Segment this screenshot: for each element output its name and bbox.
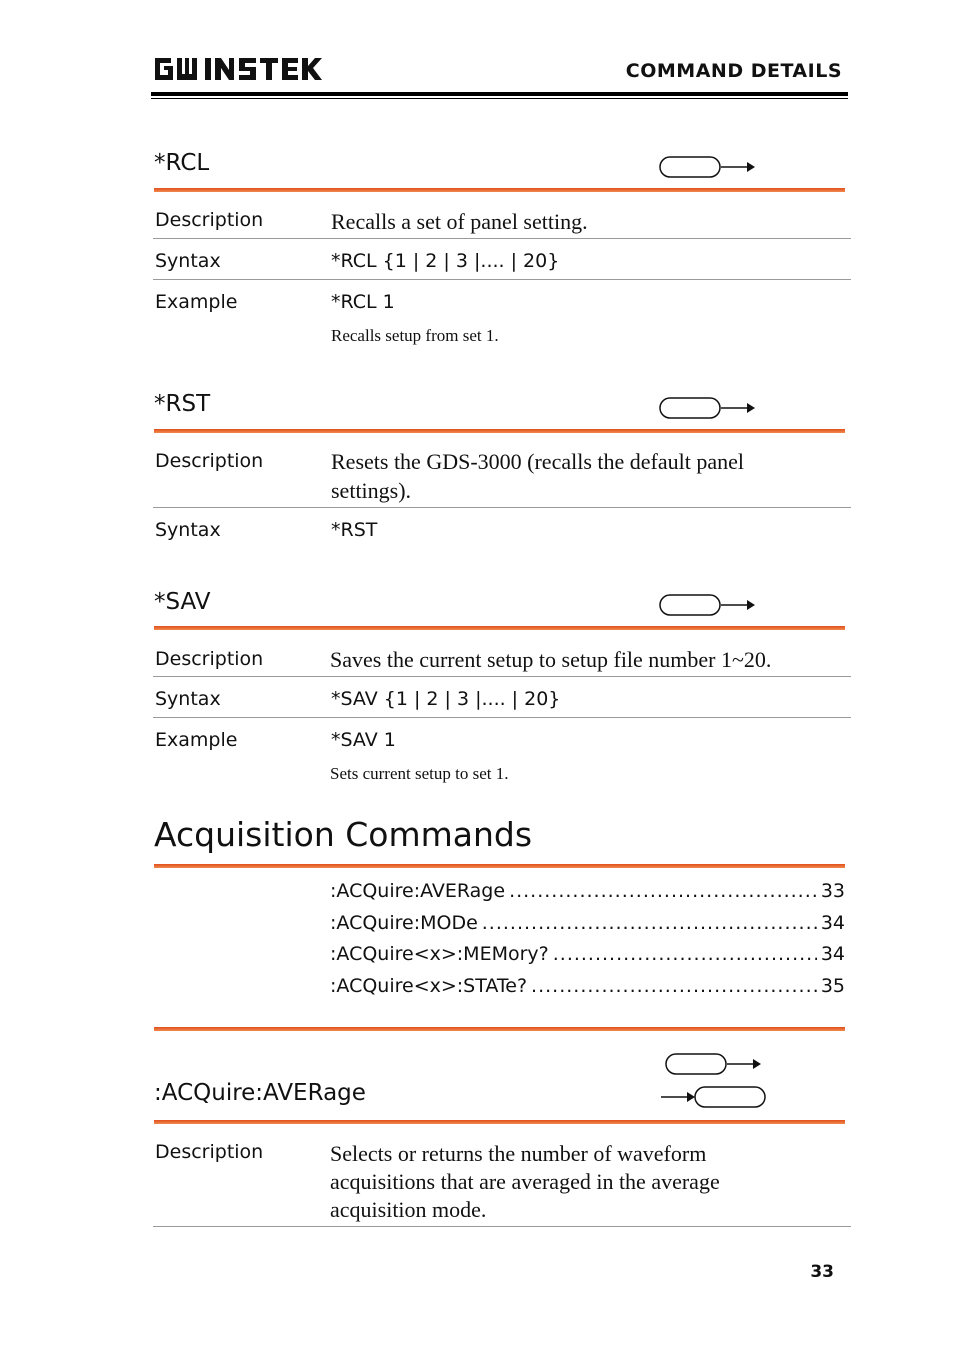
page-number: 33: [810, 1262, 834, 1282]
toc-leader-dots: [482, 912, 817, 934]
gw-instek-logo: [153, 54, 323, 84]
set-command-icon: [659, 155, 759, 183]
toc-entry[interactable]: [330, 912, 845, 934]
toc-entry-label: :ACQuire<x>:STATe?: [330, 975, 528, 997]
section-rule: [154, 1120, 845, 1124]
toc-leader-dots: [531, 975, 817, 997]
set-command-icon: [659, 396, 759, 424]
section-header-title: COMMAND DETAILS: [625, 60, 842, 82]
row-label-description: Description: [155, 209, 264, 231]
section-rule: [154, 429, 845, 433]
row-value-description-line2: acquisitions that are averaged in the average: [330, 1169, 720, 1194]
row-divider: [153, 279, 851, 280]
row-divider: [153, 717, 851, 718]
row-value-syntax: *RST: [331, 519, 378, 541]
toc-entry[interactable]: [330, 943, 845, 965]
toc-entry-label: :ACQuire<x>:MEMory?: [330, 943, 549, 965]
row-label-description: Description: [155, 450, 264, 472]
command-heading-sav: *SAV: [154, 589, 211, 615]
command-heading-acquire-average: :ACQuire:AVERage: [154, 1080, 366, 1106]
row-value-example: *SAV 1: [331, 729, 396, 751]
command-heading-rcl: *RCL: [154, 150, 210, 176]
row-value-syntax: *RCL {1 | 2 | 3 |.... | 20}: [331, 250, 560, 272]
header-rule-thin: [151, 98, 848, 99]
section-rule: [154, 188, 845, 192]
row-label-syntax: Syntax: [155, 250, 221, 272]
row-divider: [153, 238, 851, 239]
toc-entry-page: 33: [820, 880, 845, 902]
toc-entry-page: 35: [820, 975, 845, 997]
row-label-example: Example: [155, 729, 238, 751]
row-value-description-line1: Selects or returns the number of waveform: [330, 1141, 707, 1166]
chapter-title: Acquisition Commands: [154, 815, 533, 854]
set-command-icon: [665, 1052, 765, 1080]
section-rule: [154, 1027, 845, 1031]
row-value-syntax: *SAV {1 | 2 | 3 |.... | 20}: [331, 688, 561, 710]
example-note: Recalls setup from set 1.: [331, 326, 499, 345]
row-value-description-line3: acquisition mode.: [330, 1197, 487, 1222]
row-divider: [153, 507, 851, 508]
example-note: Sets current setup to set 1.: [330, 764, 509, 783]
row-value-description-line1: Resets the GDS-3000 (recalls the default panel: [331, 449, 744, 474]
set-command-icon: [659, 593, 759, 621]
toc-entry-page: 34: [820, 912, 845, 934]
row-divider: [153, 676, 851, 677]
toc-leader-dots: [509, 880, 817, 902]
toc-entry[interactable]: [330, 880, 845, 902]
toc-entry-label: :ACQuire:MODe: [330, 912, 478, 934]
row-label-example: Example: [155, 291, 238, 313]
query-command-icon: [660, 1085, 768, 1113]
row-label-description: Description: [155, 648, 264, 670]
row-label-syntax: Syntax: [155, 688, 221, 710]
chapter-rule: [154, 864, 845, 868]
row-label-description: Description: [155, 1141, 264, 1163]
command-heading-rst: *RST: [154, 391, 211, 417]
row-value-example: *RCL 1: [331, 291, 395, 313]
row-label-syntax: Syntax: [155, 519, 221, 541]
row-value-description: Saves the current setup to setup file number 1~20.: [330, 647, 772, 672]
row-value-description: Recalls a set of panel setting.: [331, 209, 588, 234]
row-value-description-line2: settings).: [331, 478, 412, 503]
header-rule: [151, 92, 848, 96]
toc-leader-dots: [553, 943, 817, 965]
toc-entry-label: :ACQuire:AVERage: [330, 880, 506, 902]
toc-entry-page: 34: [820, 943, 845, 965]
section-rule: [154, 626, 845, 630]
toc-entry[interactable]: [330, 975, 845, 997]
row-divider: [153, 1226, 851, 1227]
